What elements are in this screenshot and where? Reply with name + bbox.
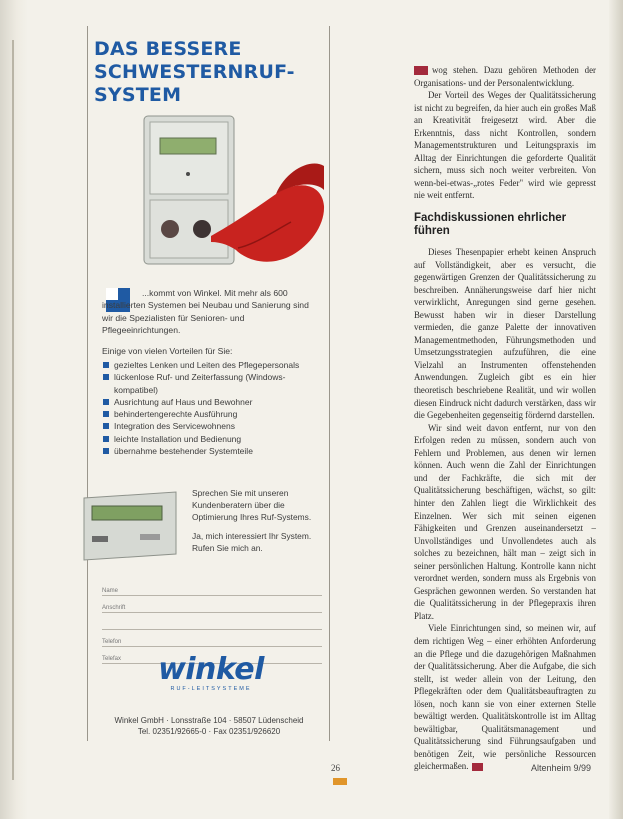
article-paragraph: Der Vorteil des Weges der Qualitätssicherung ist nicht zu begreifen, da hier auch ein großes Maß an Kreativität freigesetzt wird. Aber die Erkenntnis, dass nicht Kontrollen, sondern Managementstrukturen und Leitungspraxis im Alltag der Einrichtungen die gefordertе Qualität sichern, muss sich noch weiter verbreiten. Von wenn-bei-etwas-„rotes Feder" wird wie gepresst nie weit entfernt. (414, 90, 596, 201)
field-label: Anschrift (102, 605, 126, 611)
page-number-marker (333, 778, 347, 785)
benefit-item: behindertengerechte Ausführung (102, 408, 326, 420)
coupon-field-name[interactable] (102, 579, 322, 596)
ad-headline: DAS BESSERE SCHWESTERNRUF-SYSTEM (94, 38, 295, 106)
benefit-item: lückenlose Ruf- und Zeiterfassung (Windows-kompatibel) (102, 371, 326, 396)
call-panel-photo (126, 110, 326, 275)
field-label: Telefon (102, 639, 122, 645)
call-button-left (161, 220, 179, 238)
company-address (94, 715, 324, 737)
benefit-item: leichte Installation und Bedienung (102, 433, 326, 445)
call-button-right (193, 220, 211, 238)
cta-text: Sprechen Sie mit unseren Kundenberatern über die Optimierung Ihres Ruf-Systems. (192, 488, 312, 523)
coupon-field-address[interactable] (102, 596, 322, 613)
cta-reply-text: Ja, mich interessiert Ihr System. Rufen Sie mich an. (192, 530, 312, 553)
field-label: Telefax (102, 656, 122, 662)
benefits-list (102, 359, 326, 457)
article-paragraph: Wir sind weit davon entfernt, nur von den Erfolgen reden zu müssen, sondern auch von Fehlern und Problemen, aus denen wir lernen können. Auch wenn die Zahl der Einrichtungen und der Fachkräfte, die sich mit der Qualitätssicherung beschäftigen, wächst, so gilt: hinter den Zahlen liegt die Wirklichkeit des Einzelnen. Wer sich mit seinen eigenen Fähigkeiten und Grenzen auseinandersetzt – Unvollständiges und Unvollendetes auch als solches zu bezeichnen, hält man – zeigt sich in seiner persönlichen Haltung. Kontrolle kann nicht verordnet werden, sondern muss als Ergebnis von Gesprächen gewonnen werden. So verstanden hat die Qualitätssicherung in der Pflegepraxis ihren Platz. (414, 422, 596, 621)
control-display (92, 506, 162, 520)
issue-label: Altenheim 9/99 (531, 763, 592, 773)
call-to-action (192, 487, 324, 560)
benefit-item: Integration des Servicewohnens (102, 420, 326, 432)
address-line: Winkel GmbH · Lonsstraße 104 · 58507 Lüdenscheid (114, 716, 304, 725)
page-edge-shadow (609, 0, 623, 819)
display-window (160, 138, 216, 154)
binding-edge (12, 40, 14, 780)
coupon-field-address-2[interactable] (102, 613, 322, 630)
ad-intro-text: ...kommt von Winkel. Mit mehr als 600 installierten Systemen bei Neubau und Sanierung sind wir die Spezialisten für Senioren- und Pflegeeinrichtungen. (102, 288, 309, 336)
advertisement (87, 26, 330, 741)
page-binding (0, 0, 28, 819)
article-column (414, 64, 596, 773)
article-subheading: Fachdiskussionen ehrlicher führen (414, 212, 567, 238)
winkel-tagline: RUF-LEITSYSTEME (170, 686, 252, 692)
article-paragraph: Viele Einrichtungen sind, so meinen wir, auf dem richtigen Weg – einer erhöhten Anforderung an die Pflege und die dazugehörigen Maßnahmen der Qualitätssicherung. Aber die Aufgabe, die sich stellt, ist weder allein von der Leitung, den Pflegekräften oder dem Qualitätsbeauftragten zu lösen, noch kann sie von einer externen Stelle bewältigt werden. Qualitätskontrolle ist im Alltag bewältigbar, Qualitätsmanagement und Qualitätssicherung sind Führungsaufgaben und benötigen Zeit, wie persönliche Ressourcen gleichermaßen. (414, 623, 596, 772)
benefit-item: gezieltes Lenken und Leiten des Pflegepersonals (102, 359, 326, 371)
end-of-article-icon (472, 763, 483, 771)
contact-line: Tel. 02351/92665-0 · Fax 02351/926620 (137, 727, 281, 736)
page-number: 26 (331, 763, 340, 773)
winkel-logo: winkel (158, 652, 264, 687)
control-unit-photo (80, 488, 180, 568)
article-paragraph: wog stehen. Dazu gehören Methoden der Organisations- und der Personalentwicklung. (414, 65, 596, 88)
field-label: Name (102, 588, 119, 594)
continuation-marker-icon (414, 66, 428, 75)
benefits-heading: Einige von vielen Vorteilen für Sie: (102, 346, 233, 356)
article-paragraph: Dieses Thesenpapier erhebt keinen Anspruch auf Vollständigkeit, aber es versucht, die gegenwärtigen Grenzen der Qualitätssicherung zu beschreiben. Annäherungsweise darf hier nicht verwirklicht, Anregungen sind gerne gesehen. Bewusst haben wir in dieser Darstellung vermieden, die ganze Palette der innovativen Managementmethoden, Führungsmethoden und Umsetzungsstrategien aufzuführen, die eine Vielzahl an Instrumenten offenstehenden Anwendungen. Zugleich gibt es ein hier theoretisch beschriebene Realität, und wir wollen diesen Eindruck nicht dadurch verstärken, dass wir die Gegebenheiten gegenseitig fördernd darstellen. (414, 247, 596, 421)
benefit-item: Ausrichtung auf Haus und Bewohner (102, 396, 326, 408)
benefit-item: übernahme bestehender Systemteile (102, 445, 326, 457)
coupon-field-phone[interactable] (102, 630, 322, 647)
